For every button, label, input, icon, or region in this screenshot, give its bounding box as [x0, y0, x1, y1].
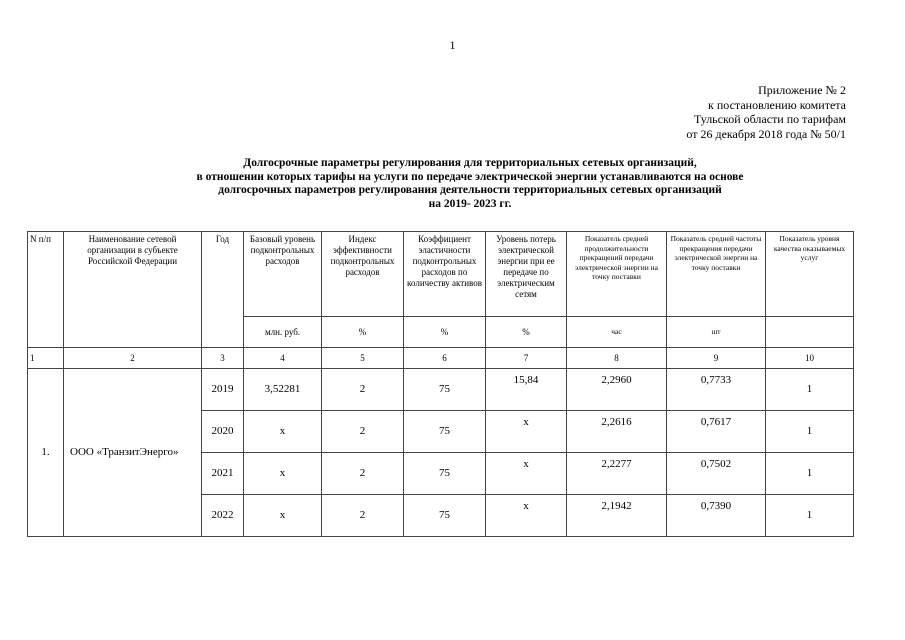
unit-cell: %	[486, 317, 567, 348]
header-cell: Уровень потерь электрической энергии при ее передаче по электрическим сетям	[486, 232, 567, 317]
frequency-cell: 0,7733	[667, 369, 766, 411]
header-cell: Показатель средней частоты прекращения передачи электрической энергии на точку поставки	[667, 232, 766, 317]
header-cell: Показатель уровня качества оказываемых услуг	[766, 232, 854, 317]
loss-level-cell: 15,84	[486, 369, 567, 411]
page-number: 1	[449, 38, 456, 52]
column-number: 2	[64, 348, 202, 369]
column-number: 4	[244, 348, 322, 369]
column-number: 3	[202, 348, 244, 369]
column-number: 6	[404, 348, 486, 369]
efficiency-index-cell: 2	[322, 369, 404, 411]
year-cell: 2021	[202, 453, 244, 495]
loss-level-cell: x	[486, 453, 567, 495]
unit-cell: %	[404, 317, 486, 348]
title-line: долгосрочных параметров регулирования деятельности территориальных сетевых организаций	[218, 184, 722, 196]
unit-cell: млн. руб.	[244, 317, 322, 348]
unit-cell	[766, 317, 854, 348]
frequency-cell: 0,7390	[667, 495, 766, 537]
elasticity-coef-cell: 75	[404, 411, 486, 453]
header-cell: Наименование сетевой организации в субъекте Российской Федерации	[64, 232, 202, 348]
column-number: 8	[567, 348, 667, 369]
unit-cell: шт	[667, 317, 766, 348]
annex-line: Приложение № 2	[758, 83, 846, 97]
header-cell: Год	[202, 232, 244, 348]
year-cell: 2020	[202, 411, 244, 453]
quality-cell: 1	[766, 453, 854, 495]
year-cell: 2022	[202, 495, 244, 537]
quality-cell: 1	[766, 411, 854, 453]
base-cost-cell: x	[244, 411, 322, 453]
annex-line: к постановлению комитета	[708, 97, 846, 112]
efficiency-index-cell: 2	[322, 453, 404, 495]
duration-cell: 2,2960	[567, 369, 667, 411]
base-cost-cell: x	[244, 453, 322, 495]
base-cost-cell: x	[244, 495, 322, 537]
annex-line: от 26 декабря 2018 года № 50/1	[686, 126, 846, 141]
header-row	[28, 232, 854, 317]
column-number: 7	[486, 348, 567, 369]
header-cell: Показатель средней продолжительности прекращений передачи электрической энергии на точку поставки	[567, 232, 667, 317]
column-number: 5	[322, 348, 404, 369]
loss-level-cell: x	[486, 495, 567, 537]
frequency-cell: 0,7617	[667, 411, 766, 453]
frequency-cell: 0,7502	[667, 453, 766, 495]
elasticity-coef-cell: 75	[404, 369, 486, 411]
elasticity-coef-cell: 75	[404, 453, 486, 495]
elasticity-coef-cell: 75	[404, 495, 486, 537]
column-number: 10	[766, 348, 854, 369]
header-cell: Индекс эффективности подконтрольных расходов	[322, 232, 404, 317]
efficiency-index-cell: 2	[322, 495, 404, 537]
title-line: Долгосрочные параметры регулирования для территориальных сетевых организаций,	[243, 157, 697, 169]
org-number: 1.	[28, 369, 64, 537]
document-title	[120, 157, 820, 211]
header-cell: N п/п	[28, 232, 64, 348]
loss-level-cell: x	[486, 411, 567, 453]
parameters-table	[27, 231, 854, 537]
duration-cell: 2,2616	[567, 411, 667, 453]
base-cost-cell: 3,52281	[244, 369, 322, 411]
quality-cell: 1	[766, 495, 854, 537]
quality-cell: 1	[766, 369, 854, 411]
annex-line: Тульской области по тарифам	[693, 112, 846, 126]
unit-cell: %	[322, 317, 404, 348]
annex-block	[686, 83, 846, 141]
org-name: ООО «ТранзитЭнерго»	[64, 369, 202, 537]
header-cell: Базовый уровень подконтрольных расходов	[244, 232, 322, 317]
header-cell: Коэффициент эластичности подконтрольных расходов по количеству активов	[404, 232, 486, 317]
duration-cell: 2,1942	[567, 495, 667, 537]
column-number: 9	[667, 348, 766, 369]
table-row	[28, 369, 854, 411]
year-cell: 2019	[202, 369, 244, 411]
column-number-row	[28, 348, 854, 369]
efficiency-index-cell: 2	[322, 411, 404, 453]
column-number: 1	[28, 348, 64, 369]
title-line: в отношении которых тарифы на услуги по передаче электрической энергии устанавливаются на основе	[196, 170, 744, 183]
duration-cell: 2,2277	[567, 453, 667, 495]
unit-cell: час	[567, 317, 667, 348]
title-line: на 2019- 2023 гг.	[428, 197, 512, 210]
